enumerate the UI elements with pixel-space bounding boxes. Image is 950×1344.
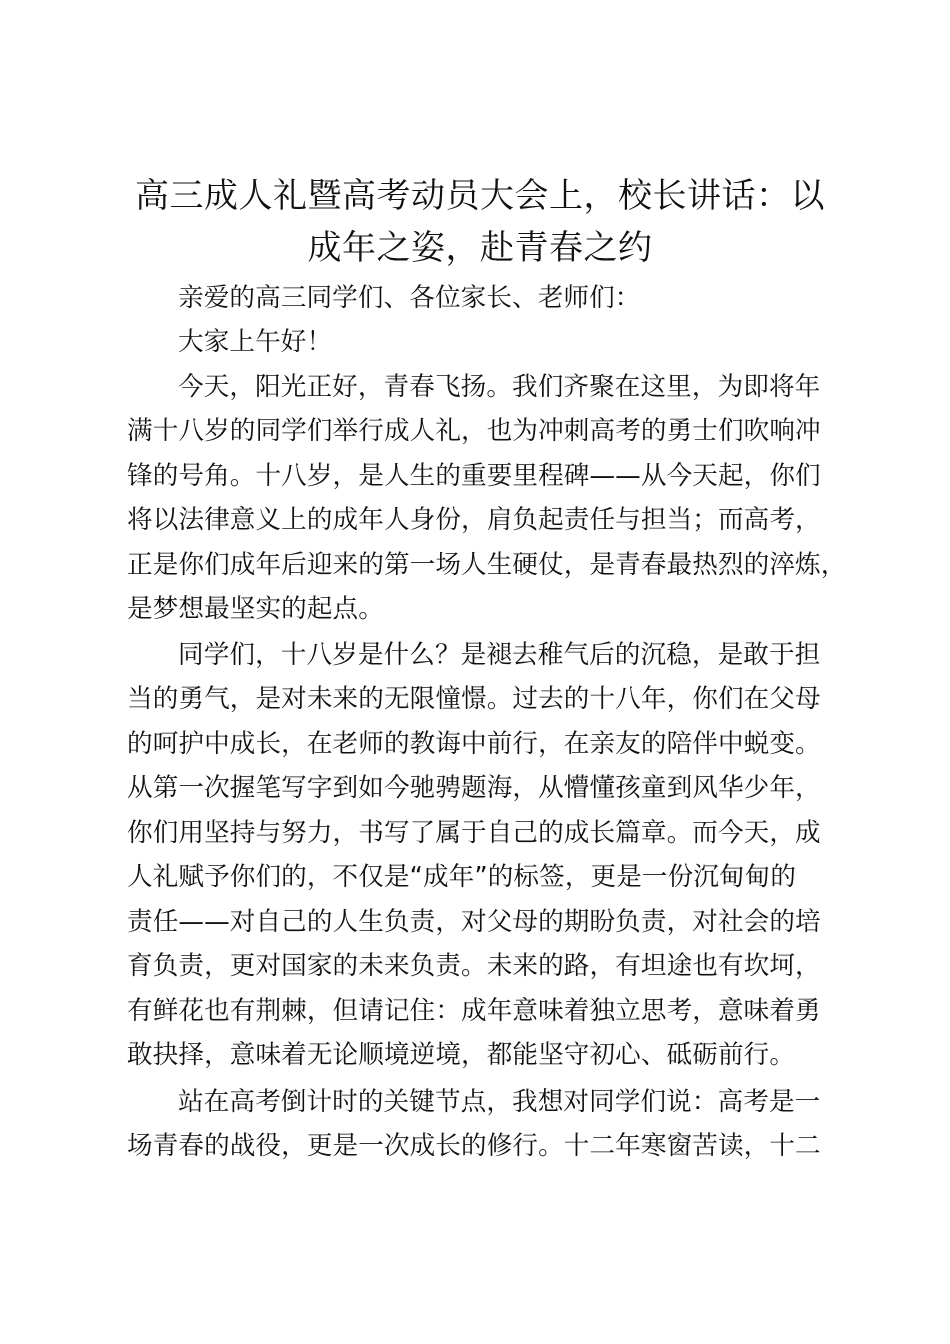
paragraph-1-line-6: 是梦想最坚实的起点。 <box>127 594 384 624</box>
paragraph-1-line-3: 锋的号角。十八岁，是人生的重要里程碑——从今天起，你们 <box>127 461 821 491</box>
paragraph-2-line-1: 同学们，十八岁是什么？是褪去稚气后的沉稳，是敢于担 <box>178 640 821 670</box>
paragraph-2-line-3: 的呵护中成长，在老师的教诲中前行，在亲友的陪伴中蜕变。 <box>127 729 821 759</box>
paragraph-1-line-2: 满十八岁的同学们举行成人礼，也为冲刺高考的勇士们吹响冲 <box>127 416 821 446</box>
paragraph-1-line-1: 今天，阳光正好，青春飞扬。我们齐聚在这里，为即将年 <box>178 372 821 402</box>
paragraph-2-line-5: 你们用坚持与努力，书写了属于自己的成长篇章。而今天，成 <box>127 818 821 848</box>
paragraph-2-line-2: 当的勇气，是对未来的无限憧憬。过去的十八年，你们在父母 <box>127 684 821 714</box>
paragraph-2-line-8: 育负责，更对国家的未来负责。未来的路，有坦途也有坎坷， <box>127 951 821 981</box>
paragraph-1-line-5: 正是你们成年后迎来的第一场人生硬仗，是青春最热烈的淬炼， <box>127 550 847 580</box>
paragraph-2-line-10: 敢抉择，意味着无论顺境逆境，都能坚守初心、砥砺前行。 <box>127 1040 796 1070</box>
title-line-1: 高三成人礼暨高考动员大会上，校长讲话：以 <box>135 176 825 216</box>
paragraph-3-line-2: 场青春的战役，更是一次成长的修行。十二年寒窗苦读，十二 <box>127 1131 821 1161</box>
paragraph-2-line-7: 责任——对自己的人生负责，对父母的期盼负责，对社会的培 <box>127 907 821 937</box>
greeting-line: 大家上午好！ <box>178 327 333 357</box>
title-line-2: 成年之姿，赴青春之约 <box>307 228 653 268</box>
salutation-line: 亲爱的高三同学们、各位家长、老师们： <box>178 283 641 313</box>
paragraph-1-line-4: 将以法律意义上的成年人身份，肩负起责任与担当；而高考， <box>127 505 821 535</box>
paragraph-3-line-1: 站在高考倒计时的关键节点，我想对同学们说：高考是一 <box>178 1087 821 1117</box>
paragraph-2-line-6: 人礼赋予你们的，不仅是“成年”的标签，更是一份沉甸甸的 <box>127 862 797 892</box>
paragraph-2-line-9: 有鲜花也有荆棘，但请记住：成年意味着独立思考，意味着勇 <box>127 996 821 1026</box>
paragraph-2-line-4: 从第一次握笔写字到如今驰骋题海，从懵懂孩童到风华少年， <box>127 773 821 803</box>
document-title <box>110 170 850 274</box>
